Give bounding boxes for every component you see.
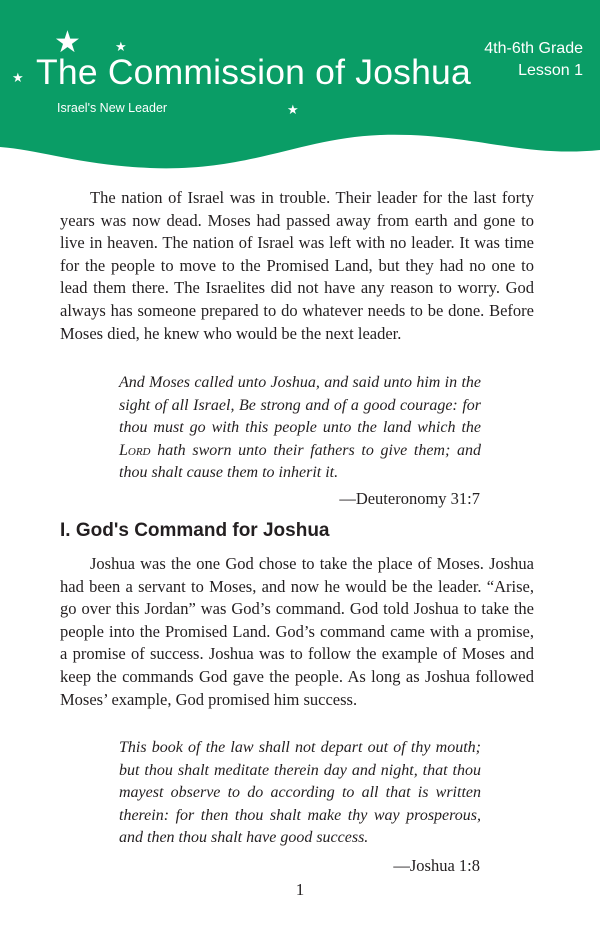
intro-section bbox=[60, 187, 534, 345]
scripture-reference: —Deuteronomy 31:7 bbox=[339, 489, 480, 508]
scripture-quote: This book of the law shall not depart out of thy mouth; but thou shalt meditate therein day and night, that thou mayest observe to do according to all that is written therein: for then thou shalt make thy way prosperous, and then thou shalt have good success. bbox=[119, 739, 481, 847]
scripture-reference: —Joshua 1:8 bbox=[393, 856, 480, 875]
lesson-title: The Commission of Joshua bbox=[36, 52, 471, 92]
grade-lesson-label bbox=[484, 38, 583, 82]
small-star-icon: ★ bbox=[115, 40, 127, 55]
section-paragraph: Joshua was the one God chose to take the place of Moses. Joshua had been a servant to Moses, and now he would be the leader. “Arise, go over this Jordan” was God’s command. God told Joshua to take the people into the Promised Land. God’s command came with a promise, a promise of success. Joshua was to follow the example of Moses and keep the commands God gave the people. As long as Joshua followed Moses’ example, God promised him success. bbox=[60, 554, 534, 709]
intro-paragraph: The nation of Israel was in trouble. Their leader for the last forty years was now dead. Moses had passed away from earth and gone to live in heaven. The nation of Israel was left with no leader. It was time for the people to move to the Promised Land, but they had no one to lead them there. The Israelites did not have any reason to worry. God always has someone prepared to do whatever needs to be done. Before Moses died, he knew who would be the next leader. bbox=[60, 188, 534, 343]
lesson-number: Lesson 1 bbox=[518, 62, 583, 79]
large-star-icon: ★ bbox=[54, 25, 81, 60]
header-banner bbox=[0, 0, 600, 200]
small-star-icon: ★ bbox=[287, 103, 299, 118]
quote-lord-smallcaps: Lord bbox=[119, 441, 151, 459]
section-heading: I. God's Command for Joshua bbox=[60, 520, 330, 541]
page-number: 1 bbox=[295, 880, 305, 899]
scripture-quote bbox=[119, 372, 481, 485]
grade-level: 4th-6th Grade bbox=[484, 40, 583, 57]
quote-text-part: hath sworn unto their fathers to give them; and thou shalt cause them to inherit it. bbox=[119, 441, 481, 482]
lesson-subtitle: Israel's New Leader bbox=[57, 101, 168, 115]
quote-text-part: And Moses called unto Joshua, and said unto him in the sight of all Israel, Be strong and of a good courage: for thou must go with this people unto the land which the bbox=[119, 374, 481, 437]
section-body bbox=[60, 553, 534, 711]
small-star-icon: ★ bbox=[12, 71, 24, 86]
